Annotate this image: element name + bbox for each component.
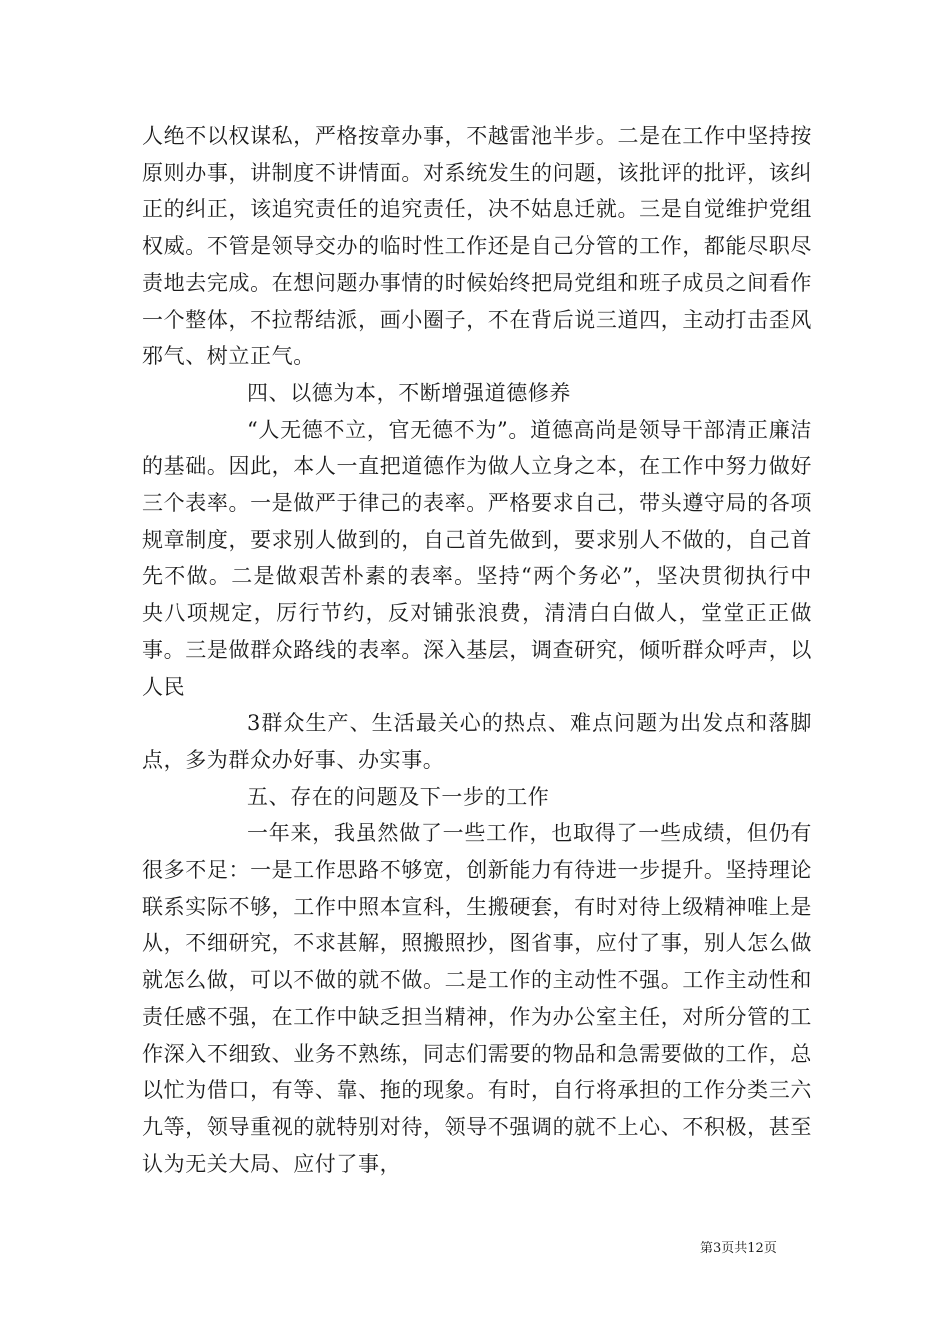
- page-number-footer: 第3页共12页: [700, 1241, 777, 1256]
- paragraph-problems: 一年来，我虽然做了一些工作，也取得了一些成绩，但仍有很多不足：一是工作思路不够宽，创新能力有待进一步提升。坚持理论联系实际不够，工作中照本宣科，生搬硬套，有时对待上级精神唯上是从，不细研究，不求甚解，照搬照抄，图省事，应付了事，别人怎么做就怎么做，可以不做的就不做。二是工作的主动性不强。工作主动性和责任感不强，在工作中缺乏担当精神，作为办公室主任，对所分管的工作深入不细致、业务不熟练，同志们需要的物品和急需要做的工作，总以忙为借口，有等、靠、拖的现象。有时，自行将承担的工作分类三六九等，领导重视的就特别对待，领导不强调的就不上心、不积极，甚至认为无关大局、应付了事，: [142, 821, 812, 1176]
- paragraph-masses: 3群众生产、生活最关心的热点、难点问题为出发点和落脚点，多为群众办好事、办实事。: [142, 711, 812, 772]
- section-heading-5: 五、存在的问题及下一步的工作: [247, 784, 550, 809]
- paragraph-morality: “人无德不立，官无德不为”。道德高尚是领导干部清正廉洁的基础。因此，本人一直把道德作为做人立身之本，在工作中努力做好三个表率。一是做严于律己的表率。严格要求自己，带头遵守局的各项规章制度，要求别人做到的，自己首先做到，要求别人不做的，自己首先不做。二是做艰苦朴素的表率。坚持“两个务必”，坚决贯彻执行中央八项规定，厉行节约，反对铺张浪费，清清白白做人，堂堂正正做事。三是做群众路线的表率。深入基层，调查研究，倾听群众呼声，以人民: [142, 417, 812, 699]
- section-heading-4: 四、以德为本，不断增强道德修养: [247, 380, 571, 405]
- paragraph-continuation: 人绝不以权谋私，严格按章办事，不越雷池半步。二是在工作中坚持按原则办事，讲制度不讲情面。对系统发生的问题，该批评的批评，该纠正的纠正，该追究责任的追究责任，决不姑息迁就。三是自觉维护党组权威。不管是领导交办的临时性工作还是自己分管的工作，都能尽职尽责地去完成。在想问题办事情的时候始终把局党组和班子成员之间看作一个整体，不拉帮结派，画小圈子，不在背后说三道四，主动打击歪风邪气、树立正气。: [142, 124, 812, 369]
- document-body: [142, 118, 812, 1182]
